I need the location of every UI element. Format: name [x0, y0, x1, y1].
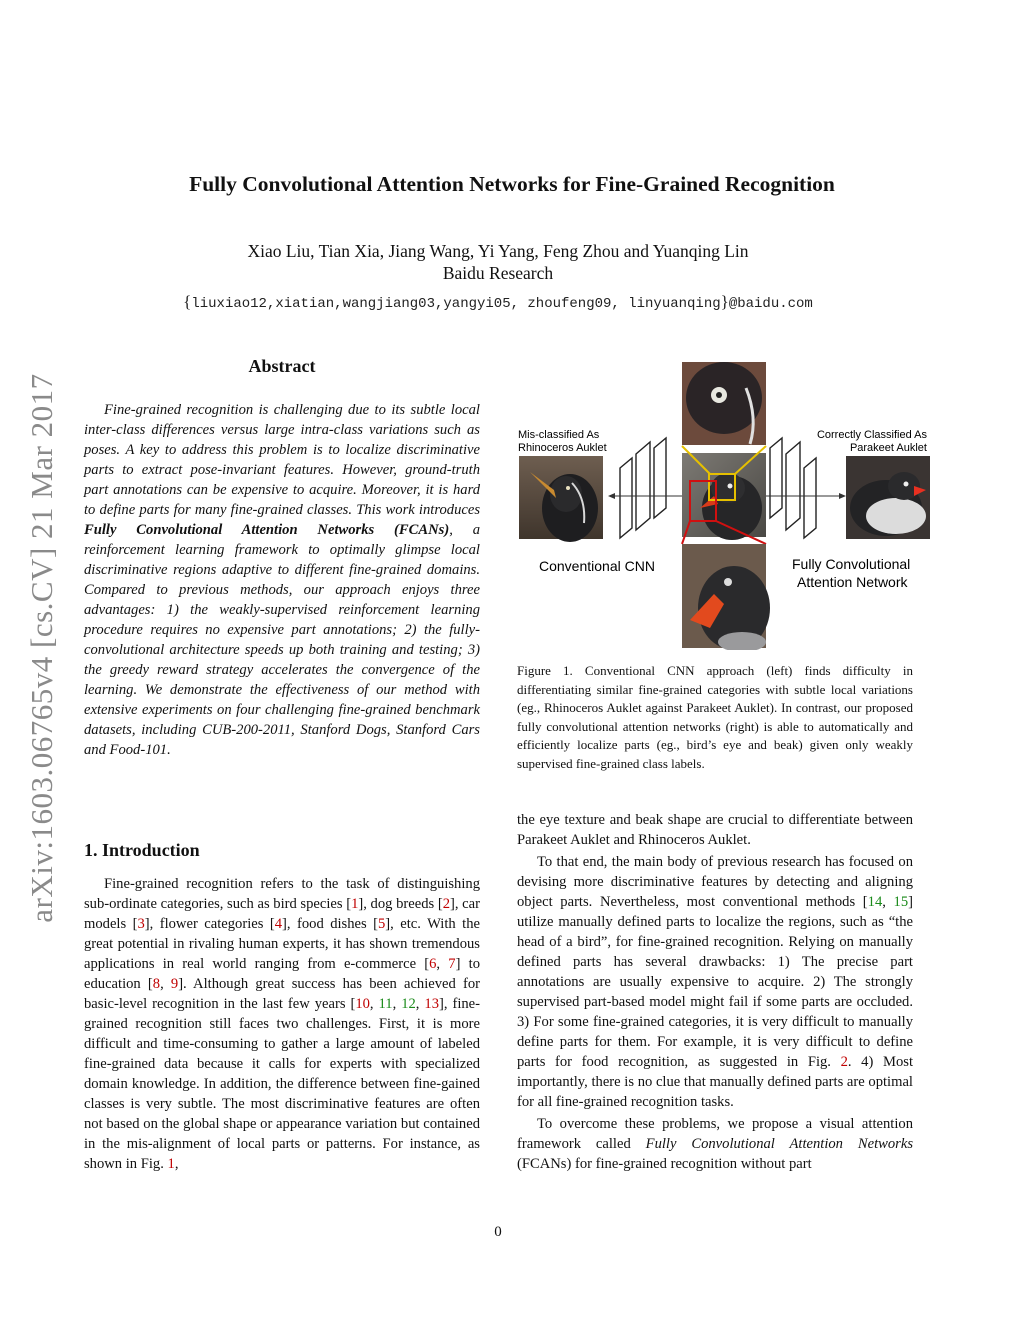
- abstract-part-b: , a reinforcement learning framework to optimally glimpse local discriminative regions adaptive to different fine-grained domains. Compared to previous methods, our approach enjoys three advantages: 1) the weakly-supervised reinforcement learning procedure requires no expensive part annotations; 2) the fully-convolutional architecture speeds up both training and testing; 3) the greedy reward strategy accelerates the convergence of the learning. We demonstrate the effectiveness of our method with extensive experiments on four challenging fine-grained benchmark datasets, including CUB-200-2011, Stanford Dogs, Stanford Cars and Food-101.: [84, 522, 480, 758]
- abstract-heading: Abstract: [248, 356, 316, 376]
- paragraph: To overcome these problems, we propose a visual attention framework called Fully Convolutional Attention Networks (FCANs) for fine-grained recognition without part: [517, 1116, 914, 1172]
- page-number: 0: [494, 1224, 502, 1240]
- authors: Xiao Liu, Tian Xia, Jiang Wang, Yi Yang, Feng Zhou and Yuanqing Lin: [247, 241, 749, 261]
- fcan-label-1: Fully Convolutional: [792, 556, 911, 572]
- right-column-text: [517, 810, 913, 1174]
- affiliation: Baidu Research: [442, 263, 554, 283]
- conventional-cnn-label: Conventional CNN: [539, 558, 655, 574]
- intro-heading: 1. Introduction: [84, 840, 200, 860]
- email-names: liuxiao12,xiatian,wangjiang03,yangyi05, zhoufeng09, linyuanqing: [191, 296, 721, 312]
- abstract-part-a: Fine-grained recognition is challenging due to its subtle local inter-class differences versus large intra-class variations such as poses. A key to address this problem is to localize discriminative parts to extract pose-invariant features. However, ground-truth part annotations can be expensive to acquire. Moreover, it is hard to define parts for many fine-grained classes. This work introduces: [84, 402, 480, 518]
- email-close-brace: }: [720, 292, 729, 311]
- figure-link[interactable]: 2: [840, 1054, 848, 1070]
- fcan-layers-right: [770, 438, 816, 538]
- paragraph: the eye texture and beak shape are crucial to differentiate between Parakeet Auklet and Rhinoceros Auklet.: [517, 812, 913, 848]
- citation-link[interactable]: 3: [137, 916, 145, 932]
- cnn-layers-left: [620, 438, 666, 538]
- arxiv-stamp: [0, 0, 80, 1325]
- citation-link[interactable]: 7: [448, 956, 456, 972]
- citation-link[interactable]: 10: [355, 996, 370, 1012]
- citation-link[interactable]: 6: [429, 956, 437, 972]
- citation-link[interactable]: 13: [424, 996, 439, 1012]
- citation-link[interactable]: 15: [893, 894, 909, 910]
- citation-link[interactable]: 4: [274, 916, 283, 932]
- right-label-1: Correctly Classified As: [816, 429, 927, 441]
- abstract-text: [84, 400, 480, 760]
- email-open-brace: {: [183, 292, 192, 311]
- citation-link[interactable]: 9: [170, 976, 179, 992]
- citation-link[interactable]: 12: [401, 996, 416, 1012]
- figure-1: [514, 358, 934, 650]
- center-bird-photo: [682, 453, 766, 540]
- parakeet-auklet-photo: [846, 456, 930, 539]
- abstract-bold: Fully Convolutional Attention Networks (FCANs): [84, 522, 450, 538]
- figure-diagram: [514, 358, 934, 650]
- left-label-1: Mis-classified As: [518, 429, 600, 441]
- right-label-2: Parakeet Auklet: [849, 442, 927, 454]
- intro-text: Fine-grained recognition refers to the task of distinguishing sub-ordinate categories, such as bird species [1], dog breeds [2], car models [3], flower categories [4], food dishes [5], etc. With the great potential in rivaling human experts, it has shown tremendous applications in real world ranging from e-commerce [6, 7] to education [8, 9]. Although great success has been achieved for basic-level recognition in the last few years [10, 11, 12, 13], fine-grained recognition still faces two challenges. First, it is more difficult and time-consuming to gather a large amount of labeled fine-grained data because it calls for experts with specialized domain knowledge. In addition, the difference between fine-gained classes is very subtle. The most discriminative features are often not based on the global shape or appearance variation but contained in the mis-alignment of local parts or patterns. For instance, as shown in Fig. 1,: [84, 876, 481, 1172]
- email-line: [0, 292, 996, 312]
- arxiv-id: arXiv:1603.06765v4 [cs.CV] 21 Mar 2017: [24, 373, 59, 923]
- paper-title: Fully Convolutional Attention Networks for Fine-Grained Recognition: [189, 172, 835, 196]
- citation-link[interactable]: 5: [378, 916, 386, 932]
- eye-crop-photo: [682, 362, 766, 445]
- author-block: [0, 240, 996, 284]
- paragraph: To that end, the main body of previous research has focused on devising more discriminative features by detecting and aligning object parts. Nevertheless, most conventional methods [14, 15] utilize manually defined parts to localize the regions, such as “the head of a bird”, for fine-grained recognition. Relying on manually defined parts has several drawbacks: 1) The precise part annotations are usually expensive to acquire. 2) The strongly supervised part-based model might fail if some parts are occluded. 3) For some fine-grained categories, it is very difficult to manually define parts for them. For example, it is very difficult to define parts for food recognition, as suggested in Fig. 2. 4) Most importantly, there is no clue that manually defined parts are optimal for all fine-grained recognition tasks.: [517, 854, 913, 1110]
- fcan-label-2: Attention Network: [797, 574, 908, 590]
- citation-link[interactable]: 14: [867, 894, 883, 910]
- figure-caption: Figure 1. Conventional CNN approach (left) finds difficulty in differentiating similar fine-grained categories with subtle local variations (eg., Rhinoceros Auklet against Parakeet Auklet). In contrast, our proposed fully convolutional attention networks (right) is able to automatically and efficiently localize parts (eg., bird’s eye and beak) given only weakly supervised fine-grained class labels.: [517, 663, 913, 771]
- left-label-2: Rhinoceros Auklet: [518, 442, 607, 454]
- figure-link[interactable]: 1: [167, 1156, 175, 1172]
- citation-link[interactable]: 8: [152, 976, 161, 992]
- beak-crop-photo: [682, 544, 770, 650]
- email-domain: @baidu.com: [728, 296, 813, 312]
- citation-link[interactable]: 2: [442, 896, 450, 912]
- citation-link[interactable]: 11: [378, 996, 393, 1012]
- citation-link[interactable]: 1: [351, 896, 359, 912]
- rhinoceros-auklet-photo: [519, 456, 603, 542]
